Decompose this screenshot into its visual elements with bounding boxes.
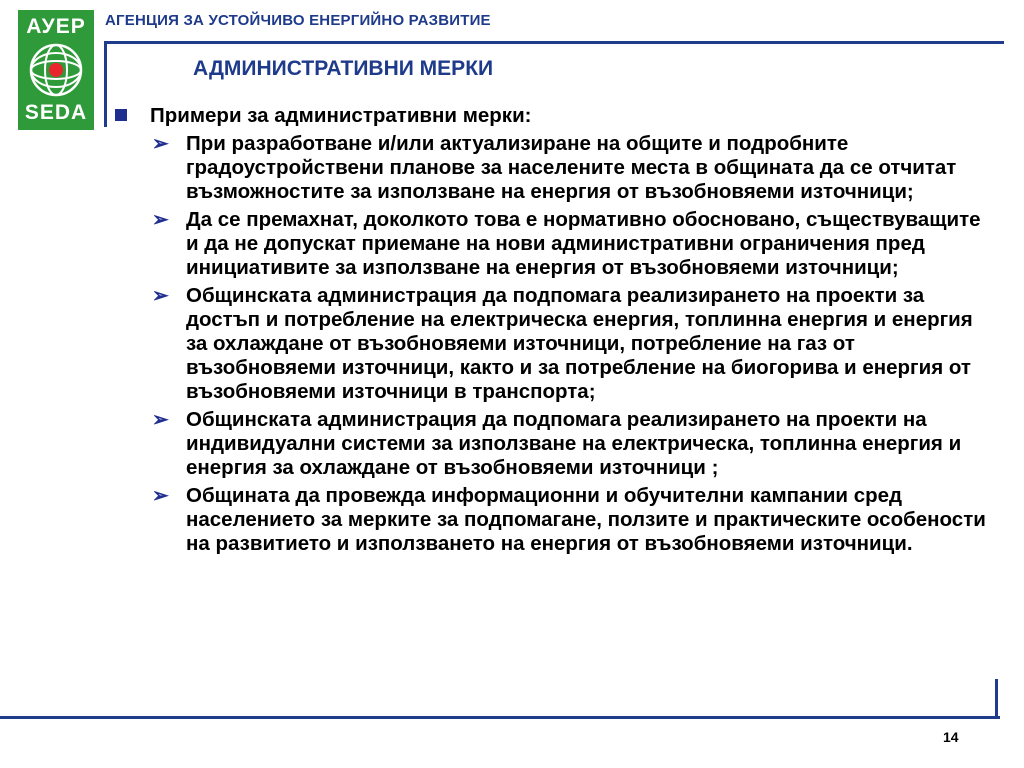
list-item-text: Общинската администрация да подпомага реализирането на проекти за достъп и потребление на електрическа енергия, топлинна енергия и енергия за охлаждане от възобновяеми източници, потребление на газ от възобновяеми източници, както и за потребление на биогорива и енергия от възобновяеми източници в транспорта; [186, 284, 973, 403]
list-item [112, 132, 992, 204]
page-title: АДМИНИСТРАТИВНИ МЕРКИ [193, 57, 494, 80]
arrow-bullet-icon: ➢ [152, 209, 169, 231]
list-item [112, 284, 992, 404]
square-bullet-icon [115, 109, 127, 121]
list-item [112, 408, 992, 480]
footer-right-divider [995, 679, 998, 719]
header-divider [104, 41, 1004, 44]
main-bullet [112, 104, 992, 128]
logo-bottom-text: SEDA [24, 101, 88, 124]
logo-top-text: АУЕР [26, 15, 86, 38]
slide-content [112, 104, 992, 560]
globe-icon [28, 42, 84, 98]
arrow-bullet-icon: ➢ [152, 485, 169, 507]
list-item-text: Общината да провежда информационни и обучителни кампании сред населението за мерките за подпомагане, ползите и практическите особености на развитието и използването на енергия от възобновяеми източници. [186, 484, 986, 555]
page-number: 14 [943, 729, 959, 745]
left-divider [104, 41, 107, 127]
list-item [112, 484, 992, 556]
list-item-text: При разработване и/или актуализиране на общите и подробните градоустройствени планове за населените места в общината да се отчитат възможностите за използване на енергия от възобновяеми източници; [186, 132, 957, 203]
list-item-text: Да се премахнат, доколкото това е нормативно обосновано, съществуващите и да не допускат приемане на нови административни ограничения пред инициативите за използване на енергия от възобновяеми източници; [186, 208, 981, 279]
list-item-text: Общинската администрация да подпомага реализирането на проекти на индивидуални системи за използване на електрическа, топлинна енергия и енергия за охлаждане от възобновяеми източници ; [186, 408, 962, 479]
footer-divider [0, 716, 1000, 719]
arrow-bullet-icon: ➢ [152, 285, 169, 307]
arrow-bullet-icon: ➢ [152, 409, 169, 431]
agency-name: АГЕНЦИЯ ЗА УСТОЙЧИВО ЕНЕРГИЙНО РАЗВИТИЕ [105, 12, 491, 29]
main-bullet-text: Примери за административни мерки: [150, 104, 532, 127]
list-item [112, 208, 992, 280]
arrow-bullet-icon: ➢ [152, 133, 169, 155]
seda-logo [18, 10, 94, 130]
